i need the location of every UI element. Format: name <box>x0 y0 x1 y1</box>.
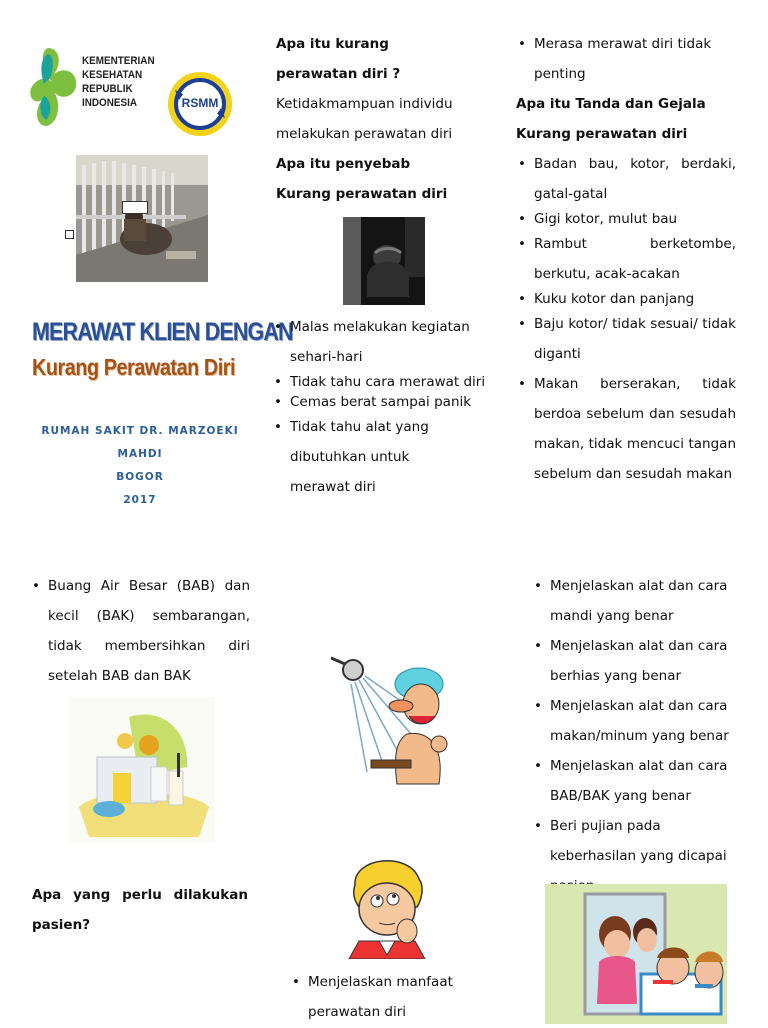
list-item: • Menjelaskan alat dan cara BAB/BAK yang benar <box>532 751 740 811</box>
answer-definition: Ketidakmampuan individu melakukan perawatan diri <box>276 96 453 142</box>
bottom-mid-list <box>290 967 490 1027</box>
question-definition: Apa itu kurang perawatan diri ? <box>276 36 401 82</box>
question-what-to-do: Apa yang perlu dilakukan pasien? <box>32 887 248 933</box>
causes-list <box>272 312 492 502</box>
homeless-person-photo-icon <box>76 155 208 282</box>
bottom-left-list-container <box>30 571 250 691</box>
city-line: BOGOR <box>116 471 164 483</box>
list-item: • Buang Air Besar (BAB) dan kecil (BAK) sembarangan, tidak membersihkan diri setelah BAB dan BAK <box>30 571 250 691</box>
signs-list <box>516 149 736 489</box>
mirror-brushing-cartoon <box>545 884 727 1024</box>
thinking-man-cartoon-icon <box>345 851 430 959</box>
list-item: • Menjelaskan alat dan cara mandi yang benar <box>532 571 740 631</box>
list-item: • Menjelaskan alat dan cara makan/minum yang benar <box>532 691 740 751</box>
rsmm-logo <box>165 70 235 138</box>
year-line: 2017 <box>123 494 157 506</box>
thinking-cartoon <box>345 851 430 959</box>
bottom-mid-list-container <box>290 967 490 1027</box>
list-item: • Tidak tahu alat yang dibutuhkan untuk merawat diri <box>272 412 470 502</box>
shower-man-cartoon-icon <box>327 654 455 796</box>
kids-brushing-teeth-icon <box>545 884 727 1024</box>
ministry-emblem-icon <box>30 44 80 130</box>
hospital-line: RUMAH SAKIT DR. MARZOEKI MAHDI <box>41 425 239 460</box>
cover-title-line-1: MERAWAT KLIEN DENGAN <box>32 318 293 346</box>
causes-list-container <box>272 312 492 502</box>
bottom-right-list-container <box>532 571 742 901</box>
ministry-line-1: KEMENTERIAN <box>82 55 155 67</box>
photo-censor-box <box>122 201 148 214</box>
question-causes: Apa itu penyebab Kurang perawatan diri <box>276 156 448 202</box>
question-signs: Apa itu Tanda dan Gejala Kurang perawatan diri <box>516 96 706 142</box>
list-item: • Baju kotor/ tidak sesuai/ tidak diganti <box>516 309 736 369</box>
list-item: • Kuku kotor dan panjang <box>516 289 736 309</box>
shower-cartoon <box>327 654 455 796</box>
list-item: • Malas melakukan kegiatan sehari-hari <box>272 312 492 372</box>
toiletries-basket-icon <box>69 697 215 843</box>
list-item: • Menjelaskan manfaat perawatan diri <box>290 967 468 1027</box>
column-3-top <box>516 29 736 489</box>
list-item: • Rambut berketombe, berkutu, acak-acakan <box>516 229 736 289</box>
list-item: • Beri pujian pada keberhasilan yang dicapai <box>532 811 740 901</box>
toiletries-photo <box>69 697 215 843</box>
bottom-left-list <box>30 571 250 691</box>
list-item: • Cemas berat sampai panik <box>272 392 492 412</box>
ministry-line-3: REPUBLIK <box>82 83 133 95</box>
small-square-marker <box>65 230 74 239</box>
hospital-name <box>22 420 258 512</box>
list-item: • Merasa merawat diri tidak penting <box>516 29 716 89</box>
ministry-logo <box>30 44 155 130</box>
actions-list <box>532 571 742 901</box>
cover-photo <box>76 155 208 282</box>
list-item: • Menjelaskan alat dan cara berhias yang benar <box>532 631 740 691</box>
rsmm-text: RSMM <box>181 96 219 110</box>
list-item: • Badan bau, kotor, berdaki, gatal-gatal <box>516 149 736 209</box>
ministry-line-4: INDONESIA <box>82 97 138 109</box>
sad-person-icon <box>343 217 425 305</box>
depressed-person-photo <box>343 217 425 305</box>
ministry-line-2: KESEHATAN <box>82 69 143 81</box>
first-reason-list <box>516 29 716 89</box>
list-item: • Tidak tahu cara merawat diri <box>272 372 492 392</box>
cover-title-line-2: Kurang Perawatan Diri <box>32 354 236 380</box>
column-2-top <box>276 29 462 209</box>
list-item: • Makan berserakan, tidak berdoa sebelum dan sesudah makan, tidak mencuci tangan sebelum dan sesudah makan <box>516 369 736 489</box>
list-item: • Gigi kotor, mulut bau <box>516 209 736 229</box>
